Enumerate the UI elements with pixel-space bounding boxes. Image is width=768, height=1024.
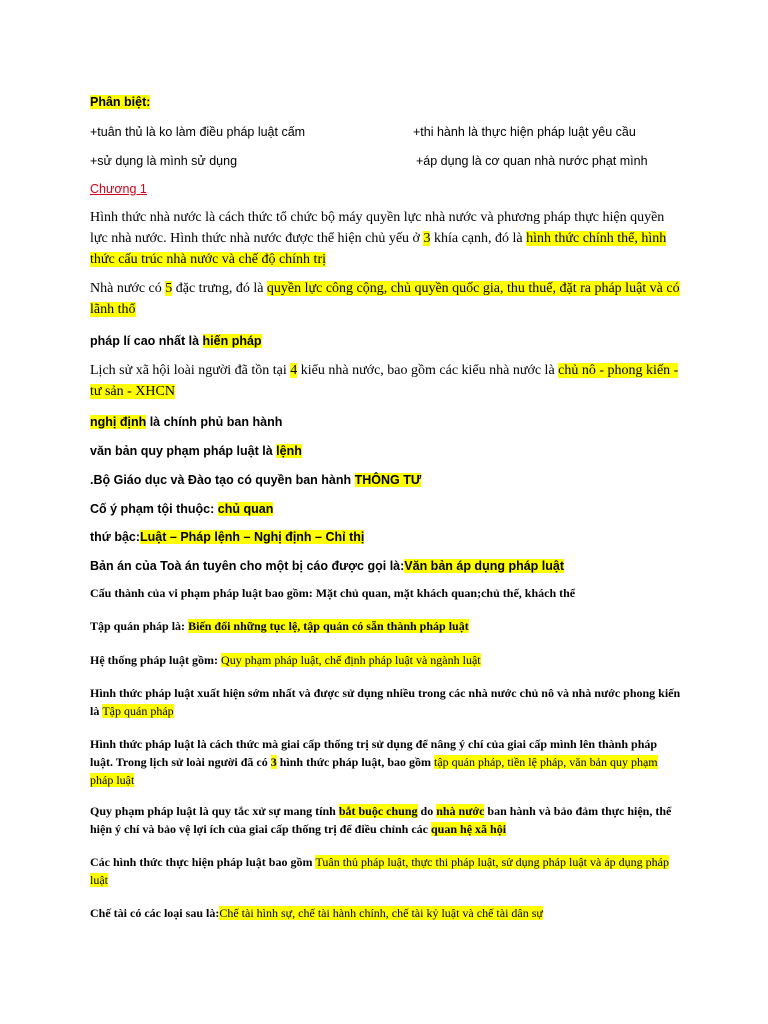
highlight: hiến pháp [202,334,262,348]
highlight: Tuân thủ pháp luật, thực thi pháp luật, sử dụng pháp luật và áp dụng pháp luật [90,855,669,887]
text: khía cạnh, đó là [430,231,527,246]
text: Hình thức pháp luật xuất hiện sớm nhất và được sử dụng nhiều trong các nhà nước chủ nô và nhà nước phong kiến là [90,686,681,718]
highlight: quan hệ xã hội [431,822,507,836]
text: pháp lí cao nhất là [90,334,203,348]
text: Hình thức nhà nước là cách thức tổ chức bộ máy quyền lực nhà nước và phương pháp thực hiện quyền lực nhà nước. Hình thức nhà nước được thể hiện chủ yếu ở [90,210,665,246]
paragraph-12 [90,617,682,635]
paragraph-13 [90,651,682,669]
text: thứ bậc: [90,530,141,544]
highlight: nhà nước [436,804,485,818]
highlight: Quy phạm pháp luật, chế định pháp luật và ngành luật [221,653,481,667]
text: văn bản quy phạm pháp luật là [90,444,277,458]
paragraph-16 [90,802,682,838]
paragraph-10 [90,558,682,574]
highlight: hình thức chính thể, hình thức cấu trúc nhà nước và chế độ chính trị [90,231,667,267]
text: do [417,804,437,818]
text: đặc trưng, đó là [172,281,267,296]
text: Hệ thống pháp luật gồm: [90,653,222,667]
paragraph-7 [90,472,682,488]
text: Cố ý phạm tội thuộc: [90,502,218,516]
paragraph-1 [90,207,682,270]
text: Hình thức pháp luật là cách thức mà giai cấp thống trị sử dụng để nâng ý chí của giai cấp mình lên thành pháp luật. Trong lịch sử loài người đã có [90,737,658,769]
paragraph-9 [90,529,682,545]
diff-right-1: +thi hành là thực hiện pháp luật yêu cầu [413,125,636,139]
paragraph-3 [90,333,682,349]
highlight: quyền lực công cộng, chủ quyền quốc gia, thu thuế, đặt ra pháp luật và có lãnh thổ [90,281,680,317]
highlight: Luật – Pháp lệnh – Nghị định – Chỉ thị [140,530,365,544]
highlight: chủ nô - phong kiến - tư sản - XHCN [90,363,679,399]
text: hình thức pháp luật, bao gồm [276,755,434,769]
text: Quy phạm pháp luật là quy tắc xử sự mang tính [90,804,339,818]
paragraph-17 [90,853,682,889]
text: kiểu nhà nước, bao gồm các kiểu nhà nước là [297,363,559,378]
text: Các hình thức thực hiện pháp luật bao gồm [90,855,316,869]
diff-left-1: +tuân thủ là ko làm điều pháp luật cấm [90,125,306,139]
highlight: THÔNG TƯ [354,473,422,487]
chapter-text: Chương 1 [90,182,147,196]
highlight: 3 [270,755,277,769]
highlight: nghị định [90,415,147,429]
paragraph-14 [90,684,682,720]
text: là chính phủ ban hành [146,415,283,429]
text: .Bộ Giáo dục và Đào tạo có quyền ban hành [90,473,355,487]
paragraph-4 [90,360,682,402]
paragraph-15 [90,735,682,789]
paragraph-2 [90,278,682,320]
highlight: 4 [290,363,298,378]
highlight: 5 [165,281,173,296]
heading [90,94,682,110]
highlight: Văn bản áp dụng pháp luật [404,559,565,573]
paragraph-11 [90,584,682,602]
paragraph-6 [90,443,682,459]
paragraph-5 [90,414,682,430]
highlight: lệnh [276,444,302,458]
text: ban hành và bảo đảm thực hiện, thể hiện ý chí và bảo vệ lợi ích của giai cấp thống trị để điều chỉnh các [90,804,672,836]
text: Cấu thành của vi phạm pháp luật bao gồm: Mặt chủ quan, mặt khách quan;chủ thể, khách thể [90,586,576,600]
text: Lịch sử xã hội loài người đã tồn tại [90,363,291,378]
highlight: Tập quán pháp [102,704,174,718]
paragraph-18 [90,904,682,922]
highlight: bắt buộc chung [338,804,418,818]
text: Chế tài có các loại sau là: [90,906,220,920]
highlight: Chế tài hình sự, chế tài hành chính, chế tài kỷ luật và chế tài dân sự [219,906,543,920]
highlight: chủ quan [217,502,274,516]
paragraph-8 [90,501,682,517]
diff-left-2: +sử dụng là mình sử dụng [90,154,238,168]
highlight: 3 [423,231,431,246]
highlight: tập quán pháp, tiền lệ pháp, văn bản quy phạm pháp luật [90,755,658,787]
highlight: Biến đổi những tục lệ, tập quán có sẵn thành pháp luật [188,619,469,633]
text: Tập quán pháp là: [90,619,189,633]
chapter-title [90,181,682,197]
diff-right-2: +áp dụng là cơ quan nhà nước phạt mình [416,154,648,168]
text: Bản án của Toà án tuyên cho một bị cáo được gọi là: [90,559,405,573]
text: Nhà nước có [90,281,166,296]
heading-text: Phân biệt: [90,95,151,109]
